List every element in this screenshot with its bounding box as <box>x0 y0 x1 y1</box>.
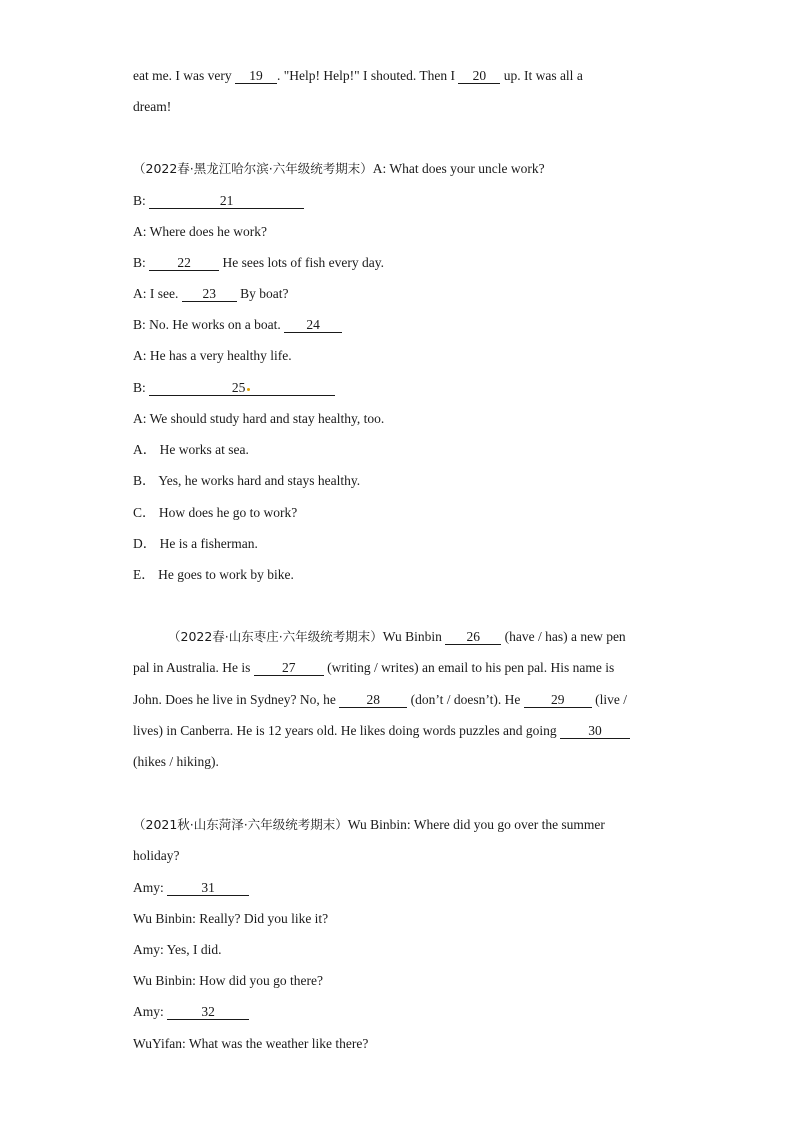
dialog-line: Amy: 31 <box>133 880 249 896</box>
blank-23[interactable]: 23 <box>182 287 237 302</box>
blank-28[interactable]: 28 <box>339 693 407 708</box>
option-b: B． Yes, he works hard and stays healthy. <box>133 473 361 488</box>
blank-29[interactable]: 29 <box>524 693 592 708</box>
passage-line: lives) in Canberra. He is 12 years old. He likes doing words puzzles and going 30 <box>133 723 630 739</box>
question-header: （2022春·黑龙江哈尔滨·六年级统考期末）A: What does your uncle work? <box>133 161 545 176</box>
dialog-line: B: 22 He sees lots of fish every day. <box>133 255 384 270</box>
dialog-line: Amy: Yes, I did. <box>133 942 222 957</box>
dialog-line: A: We should study hard and stay healthy, too. <box>133 411 385 426</box>
dialog-line: B: 21 <box>133 193 304 209</box>
passage-line: John. Does he live in Sydney? No, he 28 (don’t / doesn’t). He 29 (live / <box>133 692 627 707</box>
question-source: （2021秋·山东菏泽·六年级统考期末） <box>133 817 348 832</box>
dialog-line: B: No. He works on a boat. 24 <box>133 317 342 333</box>
option-a: A． He works at sea. <box>133 442 249 457</box>
blank-27[interactable]: 27 <box>254 661 324 676</box>
dialog-line: Amy: 32 <box>133 1004 249 1020</box>
dialog-line: B: 25 <box>133 380 335 396</box>
blank-22[interactable]: 22 <box>149 256 219 271</box>
passage-line: （2022春·山东枣庄·六年级统考期末）Wu Binbin 26 (have / has) a new pen <box>168 629 626 644</box>
question-source: （2022春·黑龙江哈尔滨·六年级统考期末） <box>133 161 373 176</box>
option-e: E． He goes to work by bike. <box>133 567 294 582</box>
dialog-line: A: Where does he work? <box>133 224 267 239</box>
passage-line: pal in Australia. He is 27 (writing / writes) an email to his pen pal. His name is <box>133 660 615 675</box>
blank-32[interactable]: 32 <box>167 1005 249 1020</box>
blank-24[interactable]: 24 <box>284 318 342 333</box>
passage-line: eat me. I was very 19 . "Help! Help!" I shouted. Then I 20 up. It was all a <box>133 68 583 83</box>
passage-line: dream! <box>133 99 172 114</box>
question-source: （2022春·山东枣庄·六年级统考期末） <box>168 629 383 644</box>
dialog-line: Wu Binbin: How did you go there? <box>133 973 323 988</box>
dialog-line: Wu Binbin: Really? Did you like it? <box>133 911 329 926</box>
blank-30[interactable]: 30 <box>560 724 630 739</box>
option-d: D． He is a fisherman. <box>133 536 258 551</box>
dialog-line: A: He has a very healthy life. <box>133 348 292 363</box>
blank-25[interactable]: 25 <box>149 381 335 396</box>
dialog-line: WuYifan: What was the weather like there? <box>133 1036 369 1051</box>
question-header: （2021秋·山东菏泽·六年级统考期末）Wu Binbin: Where did you go over the summer <box>133 817 605 832</box>
blank-31[interactable]: 31 <box>167 881 249 896</box>
dialog-line: holiday? <box>133 848 180 863</box>
option-c: C． How does he go to work? <box>133 505 298 520</box>
passage-line: (hikes / hiking). <box>133 754 219 769</box>
blank-26[interactable]: 26 <box>445 630 501 645</box>
blank-20[interactable]: 20 <box>458 69 500 84</box>
blank-19[interactable]: 19 <box>235 69 277 84</box>
blank-21[interactable]: 21 <box>149 194 304 209</box>
dialog-line: A: I see. 23 By boat? <box>133 286 289 301</box>
dot-mark <box>247 388 250 391</box>
